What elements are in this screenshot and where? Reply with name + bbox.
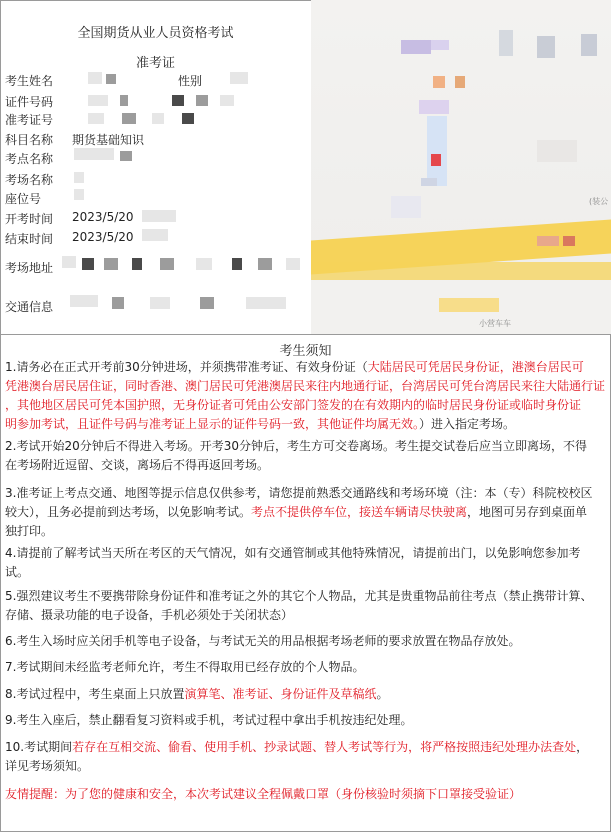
map-block bbox=[537, 140, 577, 162]
redacted-address bbox=[286, 258, 300, 270]
map-block bbox=[421, 178, 437, 186]
redacted-address bbox=[132, 258, 142, 270]
redacted-name bbox=[88, 72, 102, 84]
note-4-line-1: 4.请提前了解考试当天所在考区的天气情况，如有交通管制或其他特殊情况，请提前出门，以免影响您参加考 bbox=[5, 546, 581, 560]
redacted-address bbox=[232, 258, 242, 270]
redacted-site bbox=[120, 151, 132, 161]
redacted-traffic bbox=[70, 295, 98, 307]
map-block bbox=[499, 30, 513, 56]
start-label: 开考时间 bbox=[5, 212, 54, 226]
redacted-address bbox=[160, 258, 174, 270]
note-9: 9.考生入座后，禁止翻看复习资料或手机，考试过程中拿出手机按违纪处理。 bbox=[5, 713, 413, 727]
redacted-ticket bbox=[152, 113, 164, 124]
note-3-line-3: 独打印。 bbox=[5, 524, 54, 538]
note-highlight: 凭港澳台居民居住证，同时香港、澳门居民可凭港澳居民来往内地通行证，台湾居民可凭台湾居民来往大陆通行证 bbox=[5, 379, 605, 393]
note-highlight: 若存在互相交流、偷看、使用手机、抄录试题、替人考试等行为，将严格按照违纪处理办法查处 bbox=[72, 740, 577, 754]
note-highlight: 演算笔、准考证、身份证件及草稿纸 bbox=[184, 687, 377, 701]
map-block bbox=[427, 116, 447, 186]
note-2-line-1: 2.考试开始20分钟后不得进入考场。开考30分钟后，考生方可交卷离场。考生提交试卷后应当立即离场，不得 bbox=[5, 439, 587, 453]
map-block bbox=[563, 236, 575, 246]
note-3-line-2 bbox=[5, 503, 605, 522]
seat-label: 座位号 bbox=[5, 192, 42, 206]
redacted-traffic bbox=[150, 297, 170, 309]
note-7: 7.考试期间未经监考老师允许，考生不得取用已经存放的个人物品。 bbox=[5, 660, 365, 674]
note-text: 8.考试过程中，考生桌面上只放置 bbox=[5, 687, 185, 701]
note-1-line-2 bbox=[5, 377, 605, 396]
map-block bbox=[401, 40, 431, 54]
site-label: 考点名称 bbox=[5, 152, 54, 166]
redacted-traffic bbox=[246, 297, 286, 309]
note-highlight: 明参加考试，且证件号码与准考证上显示的证件号码一致，其他证件均属无效。 bbox=[5, 417, 420, 431]
map-block bbox=[455, 76, 465, 88]
map-block bbox=[391, 196, 421, 218]
redacted-seat bbox=[74, 189, 84, 200]
note-5-line-1: 5.强烈建议考生不要携带除身份证件和准考证之外的其它个人物品，尤其是贵重物品前往考点（禁止携带计算、 bbox=[5, 589, 593, 603]
note-4-line-2: 试。 bbox=[5, 565, 30, 579]
redacted-traffic bbox=[112, 297, 124, 309]
redacted-id bbox=[172, 95, 184, 106]
note-10-line-2: 详见考场须知。 bbox=[5, 759, 90, 773]
redacted-id bbox=[120, 95, 128, 106]
note-text: ，地图可另存到桌面单 bbox=[467, 505, 588, 519]
address-label: 考场地址 bbox=[5, 261, 54, 275]
redacted-id bbox=[196, 95, 208, 106]
venue-label: 考场名称 bbox=[5, 173, 54, 187]
end-label: 结束时间 bbox=[5, 232, 54, 246]
redacted-name bbox=[106, 74, 116, 84]
map-marker bbox=[431, 154, 441, 166]
id-label: 证件号码 bbox=[5, 95, 54, 109]
redacted-address bbox=[196, 258, 212, 270]
friendly-reminder: 友情提醒：为了您的健康和安全，本次考试建议全程佩戴口罩（身份核验时须摘下口罩接受验证） bbox=[5, 787, 522, 801]
ticket-info-section bbox=[0, 0, 611, 335]
note-text: 1.请务必在正式开考前30分钟进场，并须携带准考证、有效身份证（ bbox=[5, 360, 368, 374]
redacted-venue bbox=[74, 172, 84, 183]
redacted-start-time bbox=[142, 210, 176, 222]
redacted-end-time bbox=[142, 229, 168, 241]
notes-title: 考生须知 bbox=[279, 344, 332, 359]
map-block bbox=[419, 100, 449, 114]
note-highlight: 大陆居民可凭居民身份证，港澳台居民可 bbox=[367, 360, 584, 374]
venue-map[interactable] bbox=[311, 0, 611, 334]
note-text: 10.考试期间 bbox=[5, 740, 73, 754]
ticket-label: 准考证号 bbox=[5, 113, 54, 127]
map-place-label: 小营车车 bbox=[479, 319, 511, 328]
map-block bbox=[537, 236, 559, 246]
note-6: 6.考生入场时应关闭手机等电子设备，与考试无关的用品根据考场老师的要求放置在物品存放处。 bbox=[5, 634, 521, 648]
name-label: 考生姓名 bbox=[5, 74, 54, 88]
note-3-line-1: 3.准考证上考点交通、地图等提示信息仅供参考，请您提前熟悉交通路线和考场环境（注：本（专）科院校校区 bbox=[5, 486, 593, 500]
redacted-ticket bbox=[122, 113, 136, 124]
note-text: ， bbox=[576, 740, 589, 754]
doc-title: 准考证 bbox=[135, 56, 175, 71]
redacted-address bbox=[82, 258, 94, 270]
traffic-label: 交通信息 bbox=[5, 300, 54, 314]
redacted-gender bbox=[230, 72, 248, 84]
map-block bbox=[431, 40, 449, 50]
subject-label: 科目名称 bbox=[5, 133, 54, 147]
candidate-info-panel bbox=[0, 0, 312, 334]
note-8 bbox=[5, 685, 605, 704]
redacted-id bbox=[88, 95, 108, 106]
note-2-line-2: 在考场附近逗留、交谈，离场后不得再返回考场。 bbox=[5, 458, 270, 472]
redacted-ticket bbox=[88, 113, 104, 124]
redacted-address bbox=[62, 256, 76, 268]
subject-value: 期货基础知识 bbox=[72, 133, 145, 147]
note-text: ）进入指定考场。 bbox=[419, 417, 516, 431]
redacted-address bbox=[104, 258, 118, 270]
redacted-traffic bbox=[200, 297, 214, 309]
start-value: 2023/5/20 bbox=[72, 210, 134, 224]
redacted-site bbox=[74, 148, 114, 160]
note-1-line-3 bbox=[5, 396, 605, 415]
gender-label: 性别 bbox=[178, 74, 203, 88]
note-text: 较大），且务必提前到达考场，以免影响考试。 bbox=[5, 505, 252, 519]
note-text: 。 bbox=[376, 687, 389, 701]
note-5-line-2: 存储、摄录功能的电子设备，手机必须处于关闭状态） bbox=[5, 608, 294, 622]
note-highlight: 考点不提供停车位，接送车辆请尽快驶离 bbox=[251, 505, 468, 519]
map-block bbox=[581, 34, 597, 56]
note-highlight: ，其他地区居民可凭本国护照，无身份证者可凭由公安部门签发的在有效期内的临时居民身份证或临时身份证 bbox=[5, 398, 582, 412]
redacted-id bbox=[220, 95, 234, 106]
redacted-address bbox=[258, 258, 272, 270]
map-place-label: (装公 bbox=[589, 197, 609, 206]
note-10-line-1 bbox=[5, 738, 605, 757]
note-1-line-4 bbox=[5, 415, 605, 434]
redacted-ticket bbox=[182, 113, 194, 124]
map-road bbox=[439, 298, 499, 312]
note-1-line-1 bbox=[5, 358, 605, 377]
exam-name: 全国期货从业人员资格考试 bbox=[77, 26, 234, 41]
end-value: 2023/5/20 bbox=[72, 230, 134, 244]
map-block bbox=[537, 36, 555, 58]
map-block bbox=[433, 76, 445, 88]
